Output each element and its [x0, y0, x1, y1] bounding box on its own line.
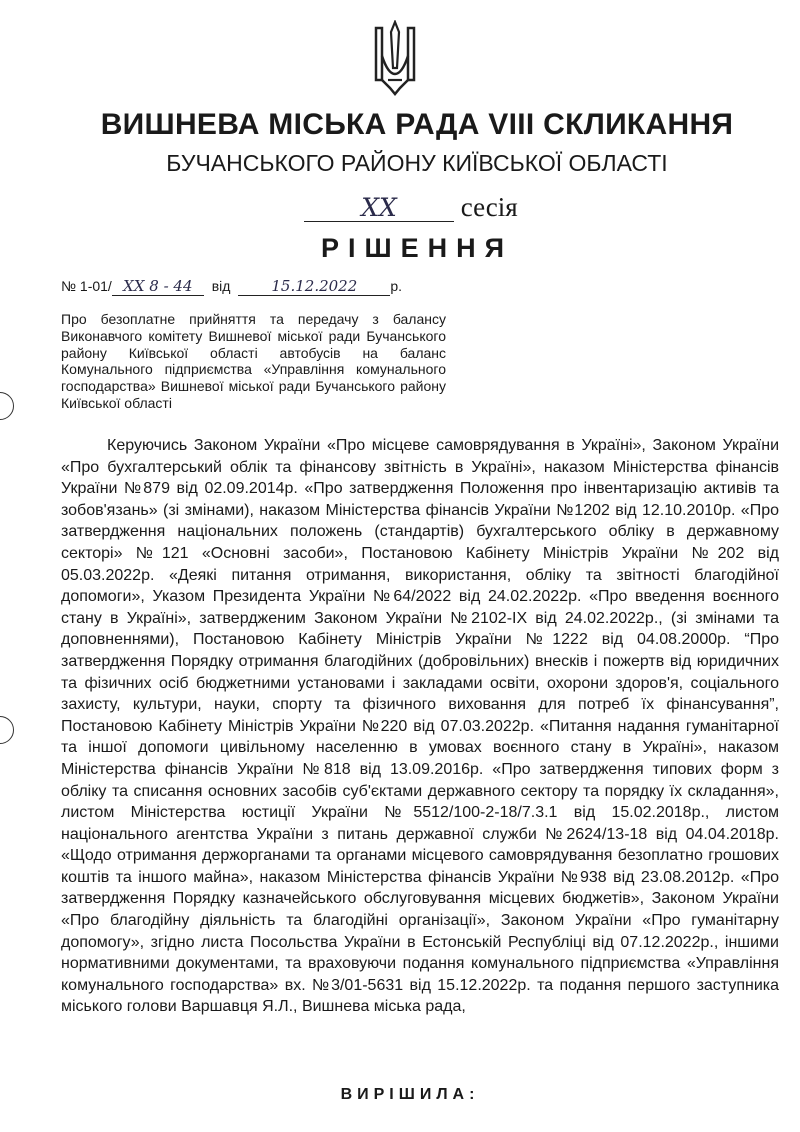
decision-date: 15.12.2022: [238, 277, 390, 296]
council-title: ВИШНЕВА МІСЬКА РАДА VIII СКЛИКАННЯ: [100, 108, 734, 141]
resolved-heading: ВИРІШИЛА:: [340, 1086, 480, 1103]
session-number: XX: [304, 195, 454, 222]
session-label: сесія: [460, 192, 518, 222]
decision-number: XX 8 - 44: [112, 277, 204, 296]
punch-hole-bottom: [0, 716, 14, 744]
decision-subject: Про безоплатне прийняття та передачу з балансу Виконавчого комітету Вишневої міської ради Бучанського району Київської області автобусів на баланс Комунального підприємства «Управління комунального господарства» Вишневої міської ради Бучанського району Київської області: [61, 311, 446, 411]
decision-body: Керуючись Законом України «Про місцеве самоврядування в Україні», Законом України «Про бухгалтерський облік та фінансову звітність в Україні», наказом Міністерства фінансів України №879 від 02.09.2014р. «Про затвердження Положення про інвентаризацію активів та зобов'язань» (зі змінами), наказом Міністерства фінансів України №1202 від 12.10.2010р. «Про затвердження національних положень (стандартів) бухгалтерського обліку в державному секторі» №121 «Основні засоби», Постановою Кабінету Міністрів України №202 від 05.03.2022р. «Деякі питання отримання, використання, обліку та звітності благодійної допомоги», Указом Президента України №64/2022 від 24.02.2022р. «Про введення воєнного стану в Україні», затвердженим Законом України №2102-IX від 24.02.2022р., (зі змінами та доповненнями), Постановою Кабінету Міністрів України №1222 від 04.08.2000р. “Про затвердження Порядку отримання благодійних (добровільних) внесків і пожертв від юридичних та фізичних осіб бюджетними установами і закладами освіти, охорони здоров'я, соціального захисту, культури, науки, спорту та фізичного виховання для потреб їх фінансування”, Постановою Кабінету Міністрів України №220 від 07.03.2022р. «Питання надання гуманітарної та іншої допомоги цивільному населенню в умовах воєнного стану в Україні», наказом Міністерства фінансів України №818 від 13.09.2016р. «Про затвердження типових форм з обліку та списання основних засобів суб'єктами державного сектору та порядку їх складання», листом Міністерства юстиції України №5512/100-2-18/7.3.1 від 15.02.2018р., листом національного агентства України з питань державної служби №2624/13-18 від 04.04.2018р. «Щодо отримання держорганами та органами місцевого самоврядування безоплатно грошових коштів та іншого майна», наказом Міністерства фінансів України №938 від 23.08.2012р. «Про затвердження Порядку казначейського обслуговування місцевих бюджетів», Законом України «Про благодійну діяльність та благодійні організації», Законом України «Про гуманітарну допомогу», згідно листа Посольства України в Естонській Республіці від 07.12.2022р., іншими нормативними документами, та враховуючи подання комунального підприємства «Управління комунального господарства» вх. №3/01-5631 від 15.12.2022р. та подання першого заступника міського голови Варшавця Я.Л., Вишнева міська рада,: [61, 437, 779, 1016]
decision-number-prefix: № 1-01/: [61, 278, 112, 294]
date-suffix: р.: [390, 278, 403, 294]
trident-emblem-icon: [372, 20, 418, 96]
council-subtitle: БУЧАНСЬКОГО РАЙОНУ КИЇВСЬКОЇ ОБЛАСТІ: [166, 150, 668, 176]
decision-number-line: [61, 277, 402, 296]
decision-heading: РІШЕННЯ: [320, 233, 514, 263]
session-line: [304, 192, 518, 223]
punch-hole-top: [0, 392, 14, 420]
date-label: від: [211, 278, 231, 294]
